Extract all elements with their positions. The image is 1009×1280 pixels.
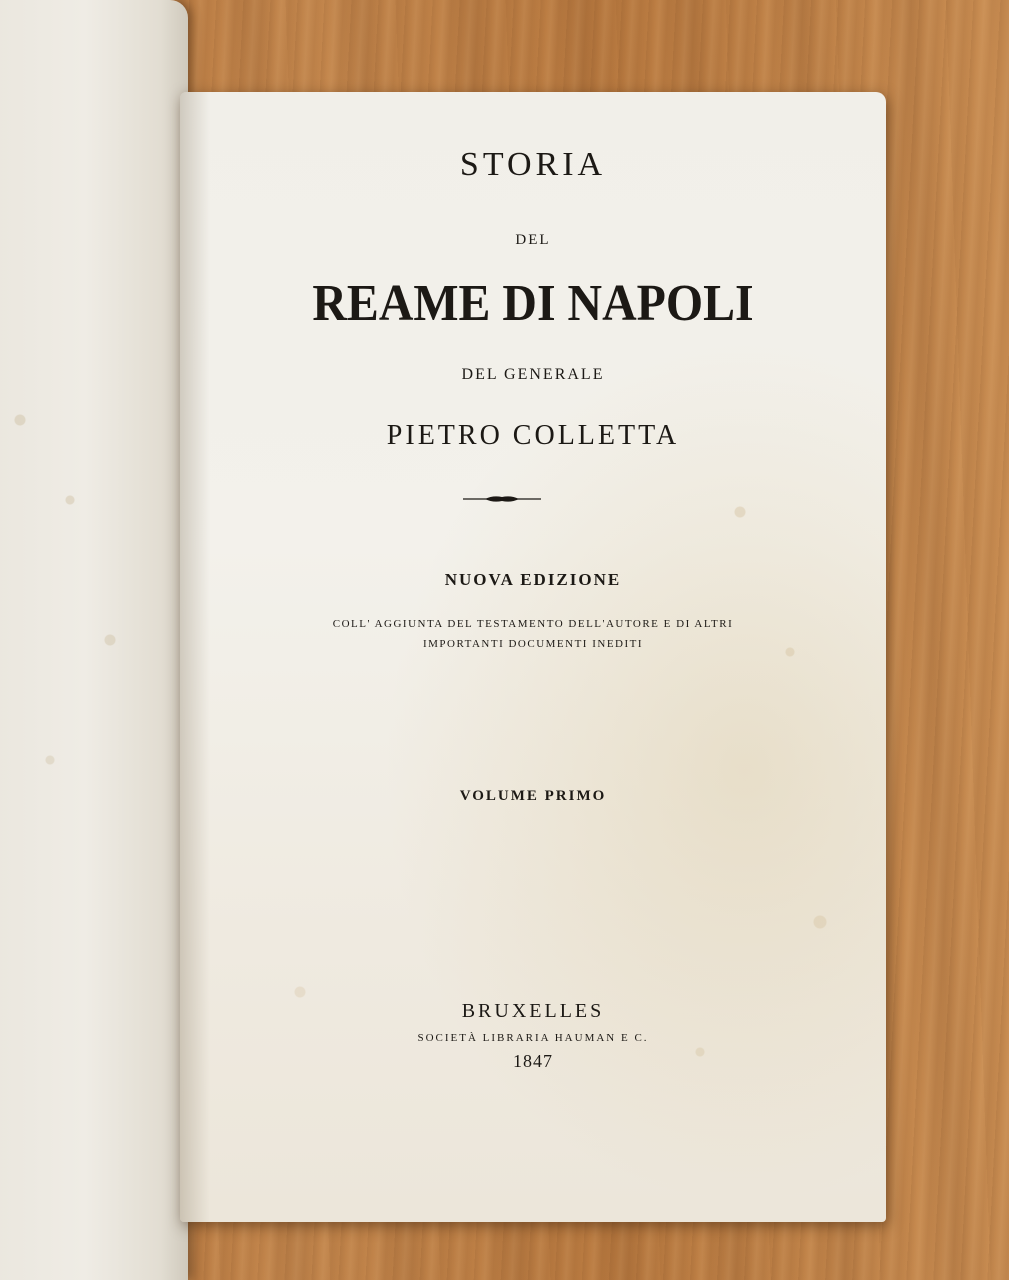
edition-note-line-1: COLL' AGGIUNTA DEL TESTAMENTO DELL'AUTORE E DI ALTRI (332, 618, 734, 630)
book-title: STORIA (459, 146, 607, 183)
author-prefix: DEL GENERALE (461, 366, 605, 383)
imprint-publisher: SOCIETÀ LIBRARIA HAUMAN E C. (417, 1032, 649, 1044)
book-subject: REAME DI NAPOLI (312, 275, 754, 332)
imprint-place: BRUXELLES (461, 1000, 605, 1022)
title-connector: DEL (515, 232, 551, 248)
title-page (180, 92, 886, 1222)
volume-label: VOLUME PRIMO (459, 788, 607, 804)
imprint-year: 1847 (513, 1051, 553, 1071)
author-name: PIETRO COLLETTA (386, 420, 680, 451)
edition-note-line-2: IMPORTANTI DOCUMENTI INEDITI (422, 638, 644, 650)
left-facing-page (0, 0, 188, 1280)
ornament-rule (463, 491, 541, 507)
edition-label: NUOVA EDIZIONE (444, 570, 622, 589)
